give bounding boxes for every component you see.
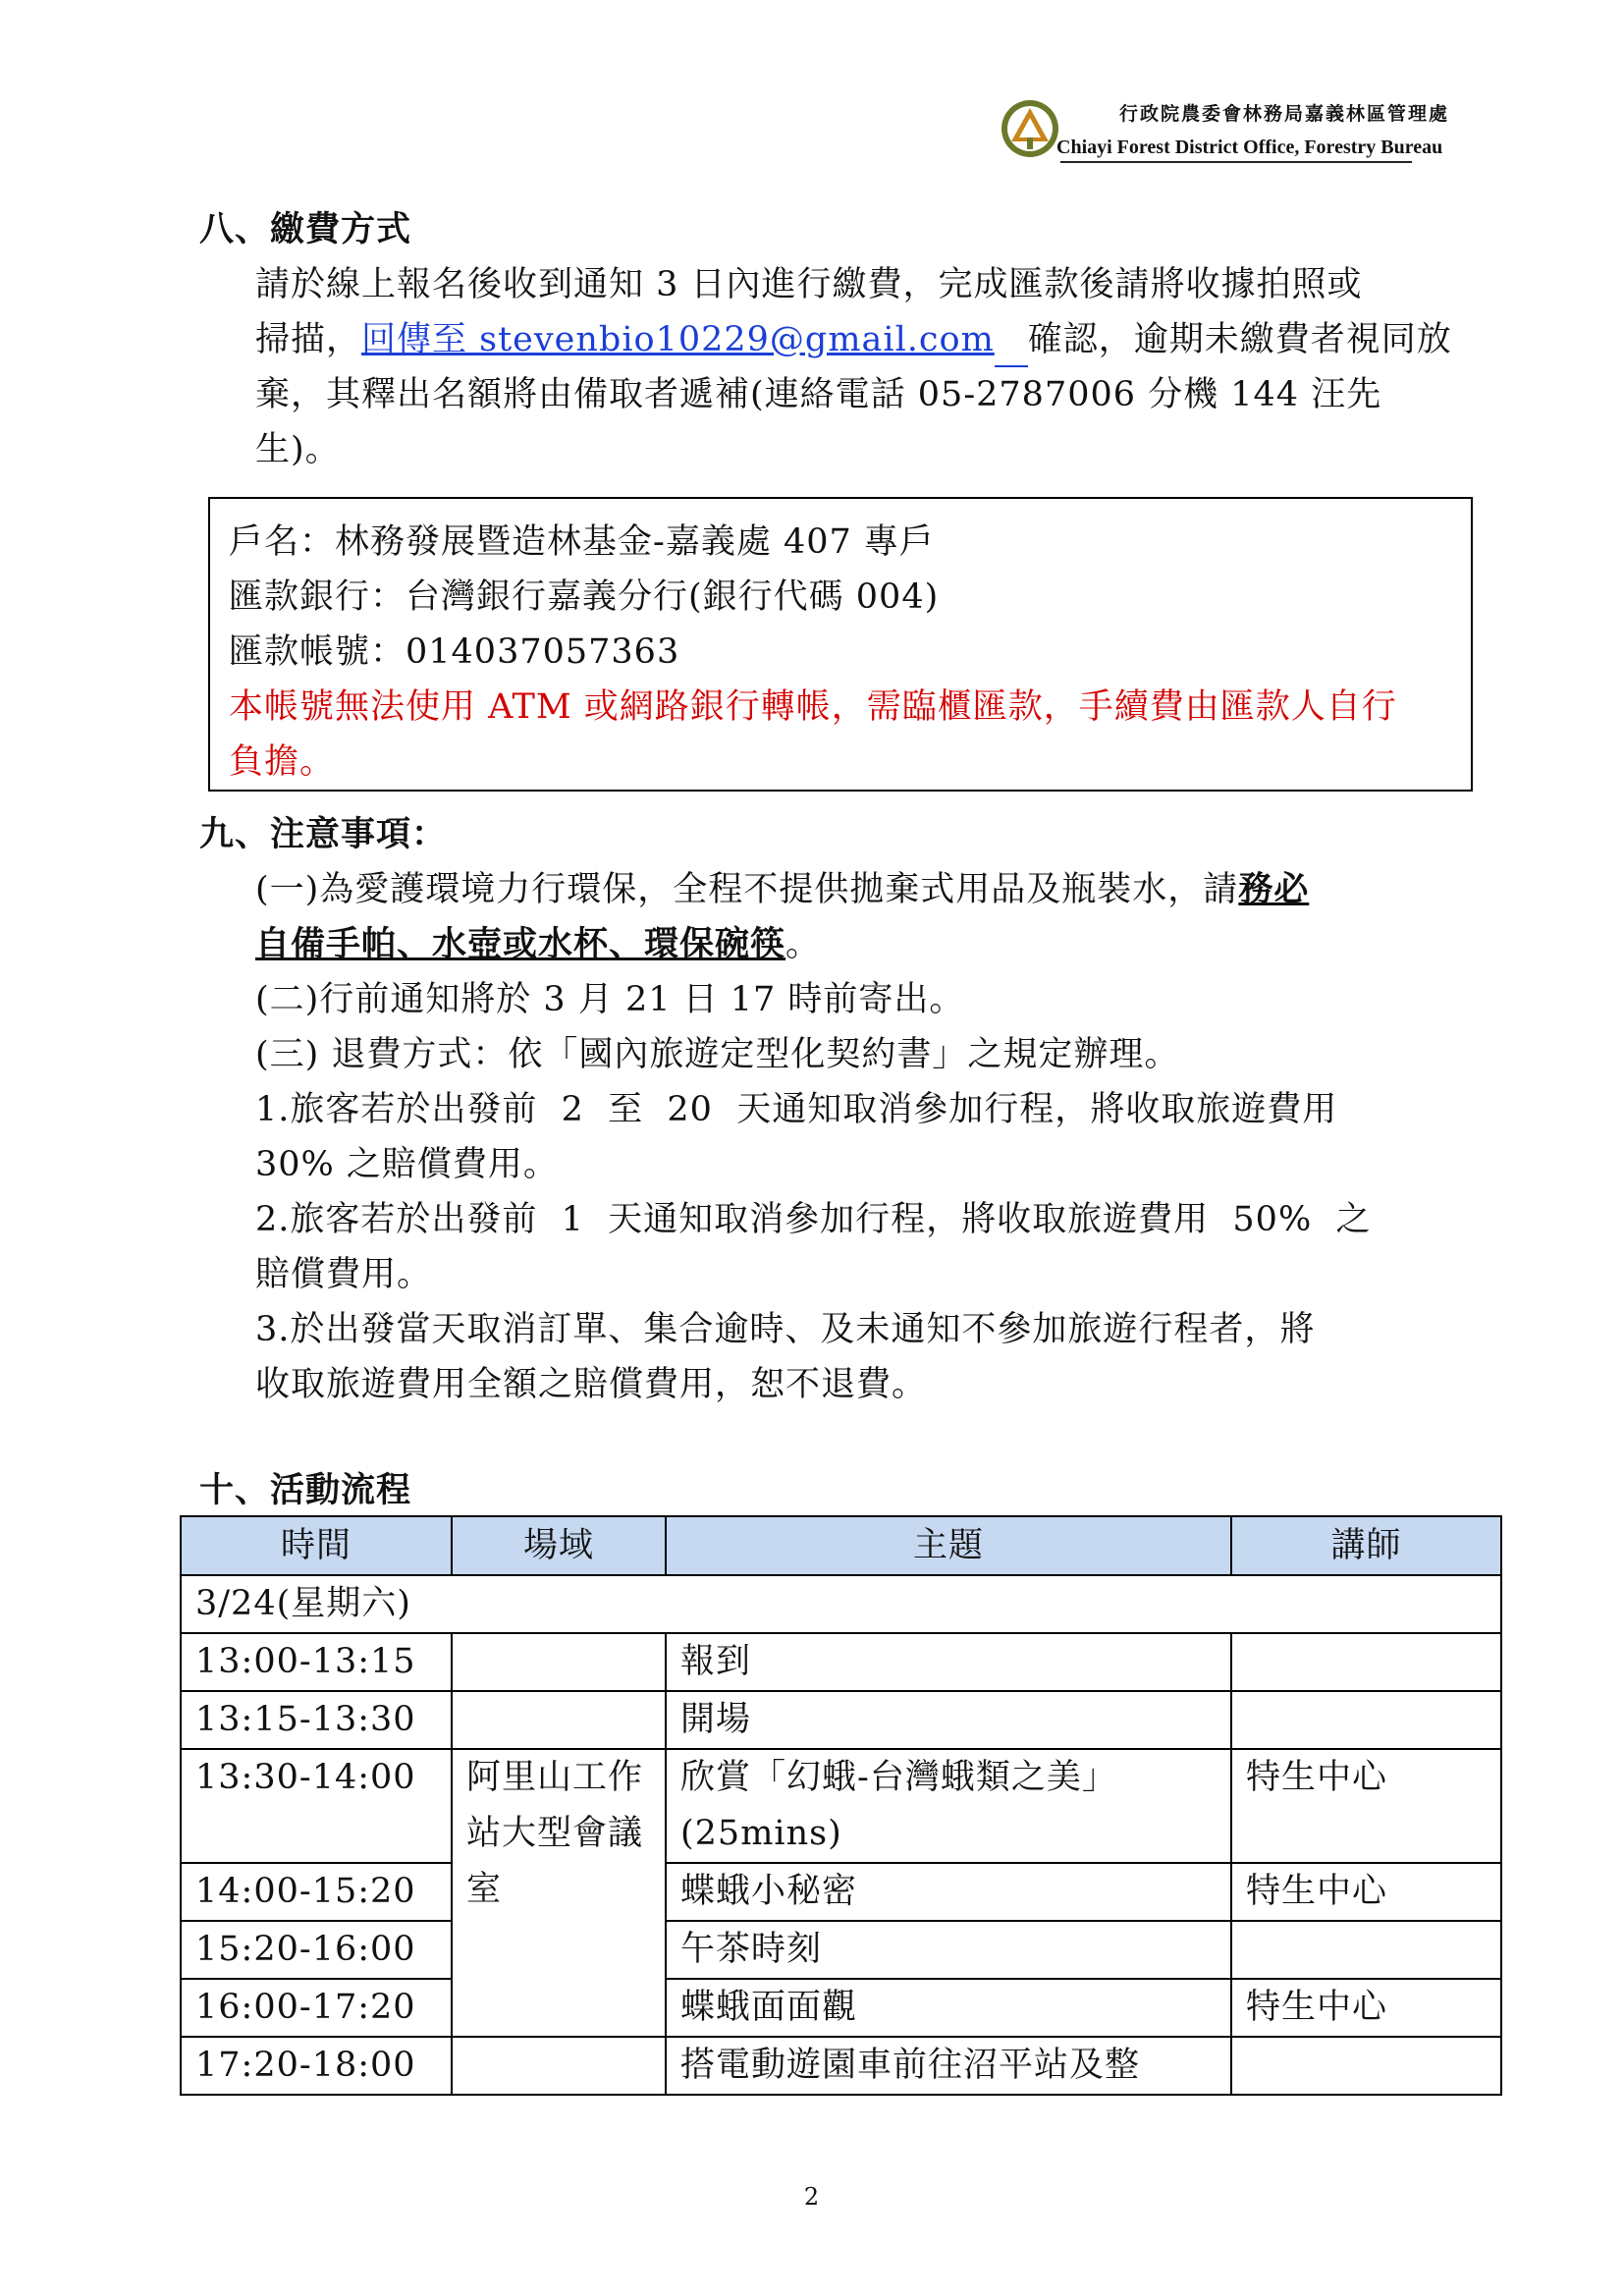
col-header-time: 時間 [181,1516,452,1575]
table-row [181,1921,1501,1979]
table-row [181,1863,1501,1921]
forestry-bureau-logo-icon [1000,98,1060,159]
lecturer-cell [1231,1691,1501,1749]
topic-cell: 開場 [666,1691,1231,1749]
section-9-title: 九、注意事項： [199,814,448,854]
lecturer-cell [1231,2037,1501,2095]
topic-cell: 蝶蛾面面觀 [666,1979,1231,2037]
bank-account-name: 戶名：林務發展暨造林基金-嘉義處 407 專戶 [229,522,935,562]
lecturer-cell [1231,1921,1501,1979]
table-row [181,1979,1501,2037]
refund-rule-3-line-1: 3.於出發當天取消訂單、集合逾時、及未通知不參加旅遊行程者，將 [255,1310,1316,1349]
table-row [181,1633,1501,1691]
email-link[interactable]: 回傳至 stevenbio10229@gmail.com [361,320,995,359]
notice-1-emphasis-1: 務必 [1238,869,1310,909]
lecturer-cell: 特生中心 [1231,1749,1501,1863]
refund-rule-1-line-1: 1.旅客若於出發前 2 至 20 天通知取消參加行程，將收取旅遊費用 [255,1090,1338,1129]
date-row [181,1575,1501,1633]
venue-cell [452,2037,666,2095]
notice-3: (三) 退費方式：依「國內旅遊定型化契約書」之規定辦理。 [255,1035,1180,1074]
notice-1-end: 。 [785,925,822,964]
table-row [181,2037,1501,2095]
bank-account-number: 匯款帳號：014037057363 [229,632,680,672]
lecturer-cell: 特生中心 [1231,1863,1501,1921]
bank-name: 匯款銀行：台灣銀行嘉義分行(銀行代碼 004) [229,577,940,617]
payment-paragraph-line-2 [255,312,1452,367]
date-cell: 3/24(星期六) [181,1575,1501,1633]
section-10-title: 十、活動流程 [199,1470,412,1510]
header-rule [1060,161,1412,163]
notice-1-line-1 [255,862,1309,917]
refund-rule-3-line-2: 收取旅遊費用全額之賠償費用，恕不退費。 [255,1365,928,1404]
org-name-english: Chiayi Forest District Office, Forestry Bureau [1056,137,1443,158]
refund-rule-1-line-2: 30% 之賠償費用。 [255,1145,559,1184]
time-cell: 17:20-18:00 [181,2037,452,2095]
bank-warning-line-1: 本帳號無法使用 ATM 或網路銀行轉帳，需臨櫃匯款，手續費由匯款人自行 [229,687,1397,727]
payment-paragraph-line-3: 棄，其釋出名額將由備取者遞補(連絡電話 05-2787006 分機 144 汪先 [255,375,1382,414]
table-row [181,1749,1501,1863]
col-header-topic: 主題 [666,1516,1231,1575]
payment-paragraph-line-4: 生)。 [255,430,341,469]
time-cell: 13:00-13:15 [181,1633,452,1691]
topic-cell: 報到 [666,1633,1231,1691]
refund-rule-2-line-1: 2.旅客若於出發前 1 天通知取消參加行程，將收取旅遊費用 50% 之 [255,1200,1372,1239]
table-row [181,1691,1501,1749]
venue-cell [452,1633,666,1691]
col-header-venue: 場域 [452,1516,666,1575]
page-number: 2 [803,2183,820,2211]
payment-line-2-post: 確認，逾期未繳費者視同放 [1027,320,1452,359]
time-cell: 15:20-16:00 [181,1921,452,1979]
org-name-chinese: 行政院農委會林務局嘉義林區管理處 [1119,103,1450,125]
time-cell: 14:00-15:20 [181,1863,452,1921]
topic-cell: 午茶時刻 [666,1921,1231,1979]
payment-paragraph-line-1: 請於線上報名後收到通知 3 日內進行繳費，完成匯款後請將收據拍照或 [255,265,1363,304]
notice-2: (二)行前通知將於 3 月 21 日 17 時前寄出。 [255,980,965,1019]
topic-cell: 蝶蛾小秘密 [666,1863,1231,1921]
schedule-header-row [181,1516,1501,1575]
time-cell: 13:30-14:00 [181,1749,452,1863]
venue-cell [452,1691,666,1749]
lecturer-cell [1231,1633,1501,1691]
link-underline-pad [995,326,1028,367]
time-cell: 13:15-13:30 [181,1691,452,1749]
notice-1-emphasis-2: 自備手帕、水壺或水杯、環保碗筷 [255,924,786,964]
section-8-title: 八、繳費方式 [199,209,412,249]
topic-cell: 欣賞「幻蛾-台灣蛾類之美」(25mins) [666,1749,1231,1863]
col-header-lecturer: 講師 [1231,1516,1501,1575]
time-cell: 16:00-17:20 [181,1979,452,2037]
venue-cell: 阿里山工作站大型會議室 [452,1749,666,2037]
refund-rule-2-line-2: 賠償費用。 [255,1255,433,1294]
notice-1-text: (一)為愛護環境力行環保，全程不提供拋棄式用品及瓶裝水，請 [255,870,1239,909]
topic-cell: 搭電動遊園車前往沼平站及整 [666,2037,1231,2095]
lecturer-cell: 特生中心 [1231,1979,1501,2037]
payment-line-2-pre: 掃描， [255,320,362,359]
schedule-table [180,1515,1502,2096]
notice-1-line-2 [255,917,821,972]
bank-warning-line-2: 負擔。 [229,742,336,782]
